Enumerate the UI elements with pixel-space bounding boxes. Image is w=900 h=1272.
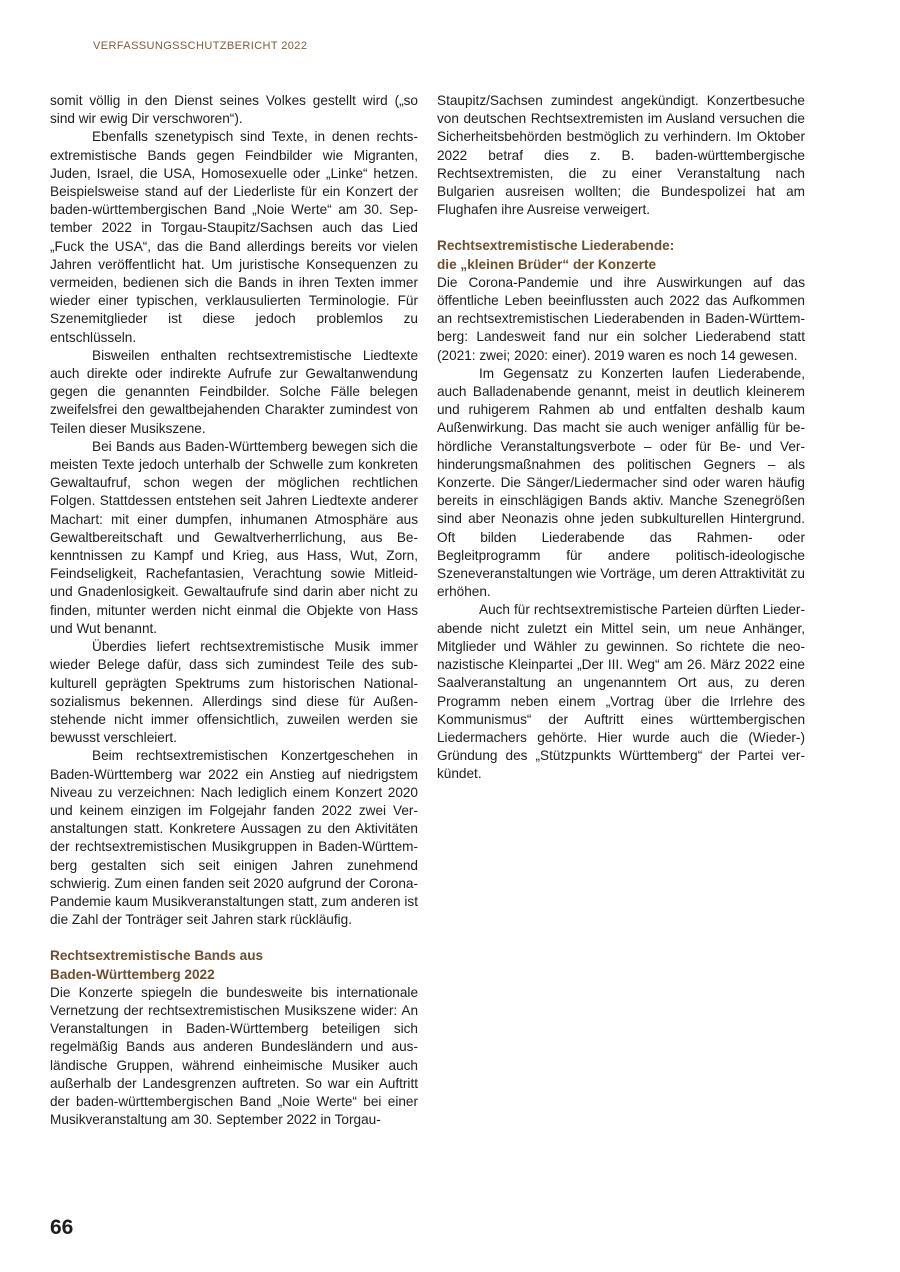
paragraph: Die Konzerte spiegeln die bundesweite bis internationale Vernetzung der rechtsextremistischen Musikszene wider: An Veranstaltungen in Baden-Württemberg beteiligen sich regelmäßig Bands aus anderen Bundesländern und ausländische Gruppen, während einheimische Musiker auch außerhalb der Landesgrenzen auftreten. So war ein Auftritt der baden-württembergischen Band „Noie Werte“ bei einer Musikveranstaltung am 30. September 2022 in Torgau- [50, 984, 418, 1128]
paragraph: Bei Bands aus Baden-Württemberg bewegen sich die meisten Texte jedoch unterhalb der Schwelle zum konkreten Gewaltaufruf, schon wegen der möglichen rechtlichen Folgen. Stattdessen entstehen seit Jahren Liedtexte anderer Machart: mit einer dumpfen, inhumanen Atmosphäre aus Gewaltbereitschaft und Gewaltverherrlichung, aus Bekenntnissen zu Kampf und Krieg, aus Hass, Wut, Zorn, Feindseligkeit, Rachefantasien, Verachtung sowie Mitleid- und Gnadenlosigkeit. Gewaltaufrufe sind darin aber nicht zu finden, mitunter werden nicht einmal die Objekte von Hass und Wut benannt. [50, 438, 418, 636]
paragraph: Staupitz/Sachsen zumindest angekündigt. Konzertbesuche von deutschen Rechtsextremisten im Ausland versuchen die Sicherheitsbehörden bestmöglich zu verhindern. Im Oktober 2022 betraf dies z. B. baden-württembergische Rechtsextremisten, die zu einer Veranstaltung nach Bulgarien ausreisen wollten; die Bundespolizei hat am Flughafen ihre Ausreise verweigert. [437, 93, 805, 218]
paragraph: Bisweilen enthalten rechtsextremistische Liedtexte auch direkte oder indirekte Aufrufe zur Gewaltanwendung gegen die genannten Feindbilder. Solche Fälle belegen zweifelsfrei den gewaltbejahenden Charakter zumindest von Teilen dieser Musikszene. [50, 347, 418, 436]
section-heading-liederabende [437, 237, 805, 273]
page-number: 66 [50, 1216, 74, 1239]
paragraph: somit völlig in den Dienst seines Volkes gestellt wird („so sind wir ewig Dir verschworen“). [50, 93, 418, 127]
running-header: VERFASSUNGSSCHUTZBERICHT 2022 [93, 40, 308, 52]
left-column [50, 92, 418, 1129]
section-heading-line: die „kleinen Brüder“ der Konzerte [437, 256, 657, 272]
paragraph: Überdies liefert rechtsextremistische Musik immer wieder Belege dafür, dass sich zumindest Teile des subkulturell geprägten Spektrums zum historischen Nationalsozialismus bekennen. Allerdings sind diese für Außenstehende nicht immer offensichtlich, zuweilen werden sie bewusst verschleiert. [50, 639, 418, 746]
paragraph: Im Gegensatz zu Konzerten laufen Liederabende, auch Balladenabende genannt, meist in deutlich kleinerem und ruhigerem Rahmen ab und entfalten deshalb kaum Außenwirkung. Das macht sie auch weniger anfällig für behördliche Veranstaltungsverbote – oder für Be- und Verhinderungsmaßnahmen des politischen Gegners – als Konzerte. Die Sänger/Liedermacher sind oder waren häufig bereits in einschlägigen Bands aktiv. Manche Szenegrößen sind aber Neonazis ohne jeden subkulturellen Hintergrund. Oft bilden Liederabende das Rahmen- oder Begleitprogramm für andere politisch-ideologische Szeneveranstaltungen wie Vorträge, um deren Attraktivität zu erhöhen. [437, 365, 805, 600]
section-heading-line: Baden-Württemberg 2022 [50, 966, 215, 982]
paragraph: Ebenfalls szenetypisch sind Texte, in denen rechtsextremistische Bands gegen Feindbilder wie Migranten, Juden, Israel, die USA, Homosexuelle oder „Linke“ hetzen. Beispielsweise stand auf der Liederliste für ein Konzert der baden-württembergischen Band „Noie Werte“ am 30. September 2022 in Torgau-Staupitz/Sachsen auch das Lied „Fuck the USA“, das die Band allerdings bereits vor vielen Jahren veröffentlicht hat. Um juristische Konsequenzen zu vermeiden, bedienen sich die Bands in ihren Texten immer wieder einer typischen, verklausulierten Terminologie. Für Szenemitglieder ist diese jedoch problemlos zu entschlüsseln. [50, 129, 418, 345]
section-heading-line: Rechtsextremistische Bands aus [50, 948, 264, 964]
section-heading-line: Rechtsextremistische Liederabende: [437, 238, 675, 254]
section-heading-bands [50, 947, 418, 983]
paragraph: Die Corona-Pandemie und ihre Auswirkungen auf das öffentliche Leben beeinflussten auch 2022 das Aufkommen an rechtsextremistischen Liederabenden in Baden-Württemberg: Landesweit fand nur ein solcher Liederabend statt (2021: zwei; 2020: einer). 2019 waren es noch 14 gewesen. [437, 274, 805, 363]
right-column [437, 92, 805, 784]
paragraph: Beim rechtsextremistischen Konzertgeschehen in Baden-Württemberg war 2022 ein Anstieg auf niedrigstem Niveau zu verzeichnen: Nach lediglich einem Konzert 2020 und keinem einzigen im Folgejahr fanden 2022 zwei Veranstaltungen statt. Konkretere Aussagen zu den Aktivitäten der rechtsextremistischen Musikgruppen in Baden-Württemberg gestalten sich seit einigen Jahren zunehmend schwierig. Zum einen fanden seit 2020 aufgrund der Corona-Pandemie kaum Musikveranstaltungen statt, zum anderen ist die Zahl der Tonträger seit Jahren stark rückläufig. [50, 748, 418, 928]
paragraph: Auch für rechtsextremistische Parteien dürften Liederabende nicht zuletzt ein Mittel sein, um neue Anhänger, Mitglieder und Wähler zu gewinnen. So richtete die neonazistische Kleinpartei „Der III. Weg“ am 26. März 2022 eine Saalveranstaltung an ungenanntem Ort aus, zu deren Programm neben einem „Vortrag über die Irrlehre des Kommunismus“ der Auftritt eines württembergischen Liedermachers gehörte. Hier wurde auch die (Wieder-) Gründung des „Stützpunkts Württemberg“ der Partei verkündet. [437, 602, 805, 782]
